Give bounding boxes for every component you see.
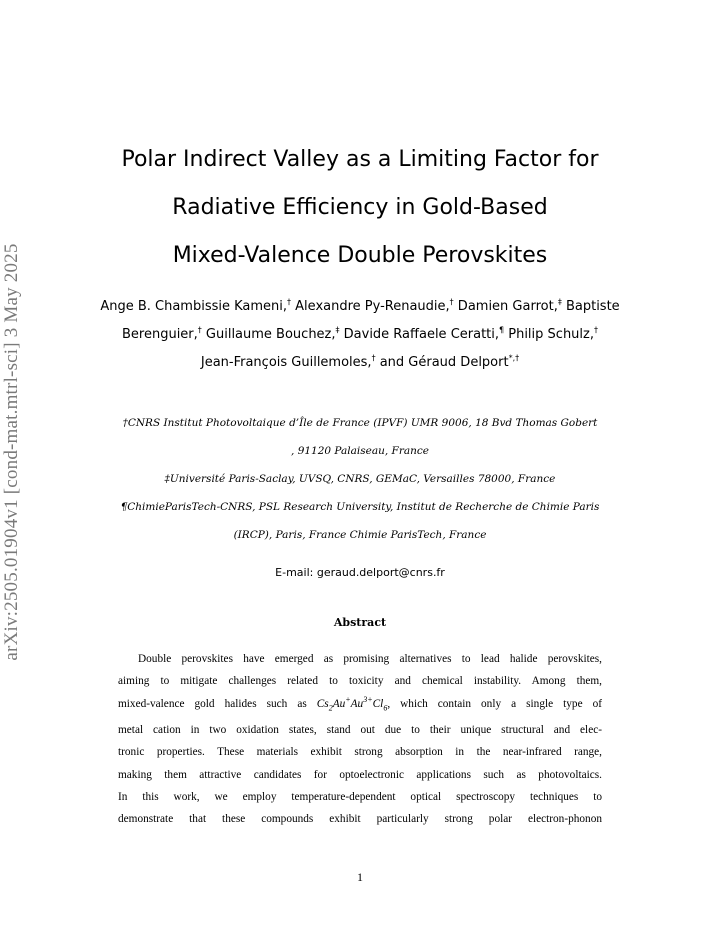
title-line: Mixed-Valence Double Perovskites (172, 243, 548, 268)
abstract-text: mixed-valence gold halides such as (118, 697, 317, 710)
author: Ange B. Chambissie Kameni, (100, 299, 288, 314)
author: Alexandre Py-Renaudie, (291, 299, 450, 314)
affiliation-line: ¶ChimieParisTech-CNRS, PSL Research University, Institut de Recherche de Chimie Paris (120, 501, 600, 513)
affiliation-mark: ¶ (499, 325, 505, 335)
author: Philip Schulz, (504, 327, 594, 342)
author-line (70, 349, 650, 377)
title-line: Polar Indirect Valley as a Limiting Factor for (121, 147, 599, 172)
author: Berenguier, (121, 327, 198, 342)
author: Guillaume Bouchez, (201, 327, 336, 342)
title-line: Radiative Efficiency in Gold-Based (172, 195, 548, 220)
affiliations (70, 409, 650, 549)
affiliation-mark: † (287, 297, 292, 307)
affiliation-line: , 91120 Palaiseau, France (291, 445, 429, 457)
author: Jean-François Guillemoles, (200, 355, 372, 370)
abstract-text: , which contain only a single type of (387, 697, 603, 710)
abstract-heading: Abstract (333, 616, 387, 629)
chemical-formula: $Cs_2Au^+Au^{3+}Cl_6$ (316, 694, 388, 712)
author: and Géraud Delport (375, 355, 509, 370)
affiliation-mark: † (449, 297, 454, 307)
abstract-line: metal cation in two oxidation states, stand out due to their unique structural and elec- (118, 724, 602, 737)
affiliation-line: †CNRS Institut Photovoltaique d’Île de France (IPVF) UMR 9006, 18 Bvd Thomas Gobert (122, 417, 598, 429)
abstract-line: demonstrate that these compounds exhibit particularly strong polar electron-phonon (118, 813, 602, 826)
abstract-line: aiming to mitigate challenges related to toxicity and chemical instability. Among them, (118, 675, 602, 688)
affiliation-mark: *,† (508, 353, 520, 363)
abstract-line (118, 693, 602, 720)
affiliation-mark: ‡ (557, 297, 562, 307)
affiliation-mark: † (197, 325, 202, 335)
affiliation-mark: † (371, 353, 376, 363)
affiliation-line: ‡Université Paris-Saclay, UVSQ, CNRS, GEMaC, Versailles 78000, France (164, 473, 556, 485)
abstract-line: In this work, we employ temperature-dependent optical spectroscopy techniques to (118, 791, 602, 804)
author-line (70, 293, 650, 321)
affiliation-mark: † (594, 325, 598, 335)
abstract-line: Double perovskites have emerged as promising alternatives to lead halide perovskites, (138, 653, 602, 665)
author: Baptiste (561, 299, 620, 314)
author: Damien Garrot, (453, 299, 558, 314)
abstract-line: tronic properties. These materials exhibit strong absorption in the near-infrared range, (118, 746, 602, 759)
author: Davide Raffaele Ceratti, (339, 327, 500, 342)
page-number: 1 (357, 870, 363, 884)
paper-title (60, 136, 660, 280)
abstract-line: making them attractive candidates for optoelectronic applications such as photovoltaics. (118, 768, 602, 781)
arxiv-identifier-text: arXiv:2505.01904v1 [cond-mat.mtrl-sci] 3 May 2025 (1, 243, 22, 661)
affiliation-line: (IRCP), Paris, France Chimie ParisTech, France (233, 529, 487, 541)
contact-email: E-mail: geraud.delport@cnrs.fr (275, 566, 445, 579)
author-list (70, 293, 650, 377)
affiliation-mark: ‡ (335, 325, 340, 335)
abstract-body (118, 648, 602, 831)
author-line (70, 321, 650, 349)
